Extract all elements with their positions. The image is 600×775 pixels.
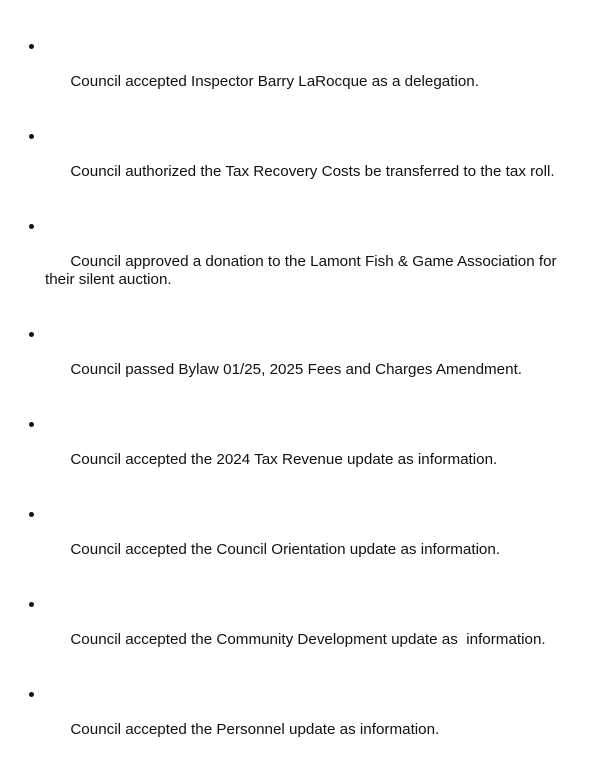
list-item [28,505,588,577]
bullet-dot-icon [29,224,34,229]
list-item-text: Council approved a donation to the Lamont Fish & Game Association for their silent auction. [45,253,561,288]
list-item [28,415,588,487]
list-item [28,685,588,757]
list-item [28,127,588,199]
list-item [28,325,588,397]
bullet-dot-icon [29,692,34,697]
bullet-dot-icon [29,602,34,607]
list-item [28,37,588,109]
list-item-text: Council accepted the 2024 Tax Revenue update as information. [70,451,498,468]
bullet-dot-icon [29,332,34,337]
list-item-text: Council accepted Inspector Barry LaRocque as a delegation. [70,73,479,90]
list-item-text: Council authorized the Tax Recovery Costs be transferred to the tax roll. [70,163,555,180]
list-item-text: Council passed Bylaw 01/25, 2025 Fees and Charges Amendment. [70,361,523,378]
list-item-text: Council accepted the Personnel update as information. [70,721,440,738]
list-item [28,217,588,307]
bullet-dot-icon [29,422,34,427]
list-item-text: Council accepted the Community Development update as information. [70,631,546,648]
bullet-dot-icon [29,512,34,517]
bullet-dot-icon [29,44,34,49]
bullet-dot-icon [29,134,34,139]
list-item-text: Council accepted the Council Orientation update as information. [70,541,501,558]
council-motions-list [28,37,588,775]
list-item [28,595,588,667]
